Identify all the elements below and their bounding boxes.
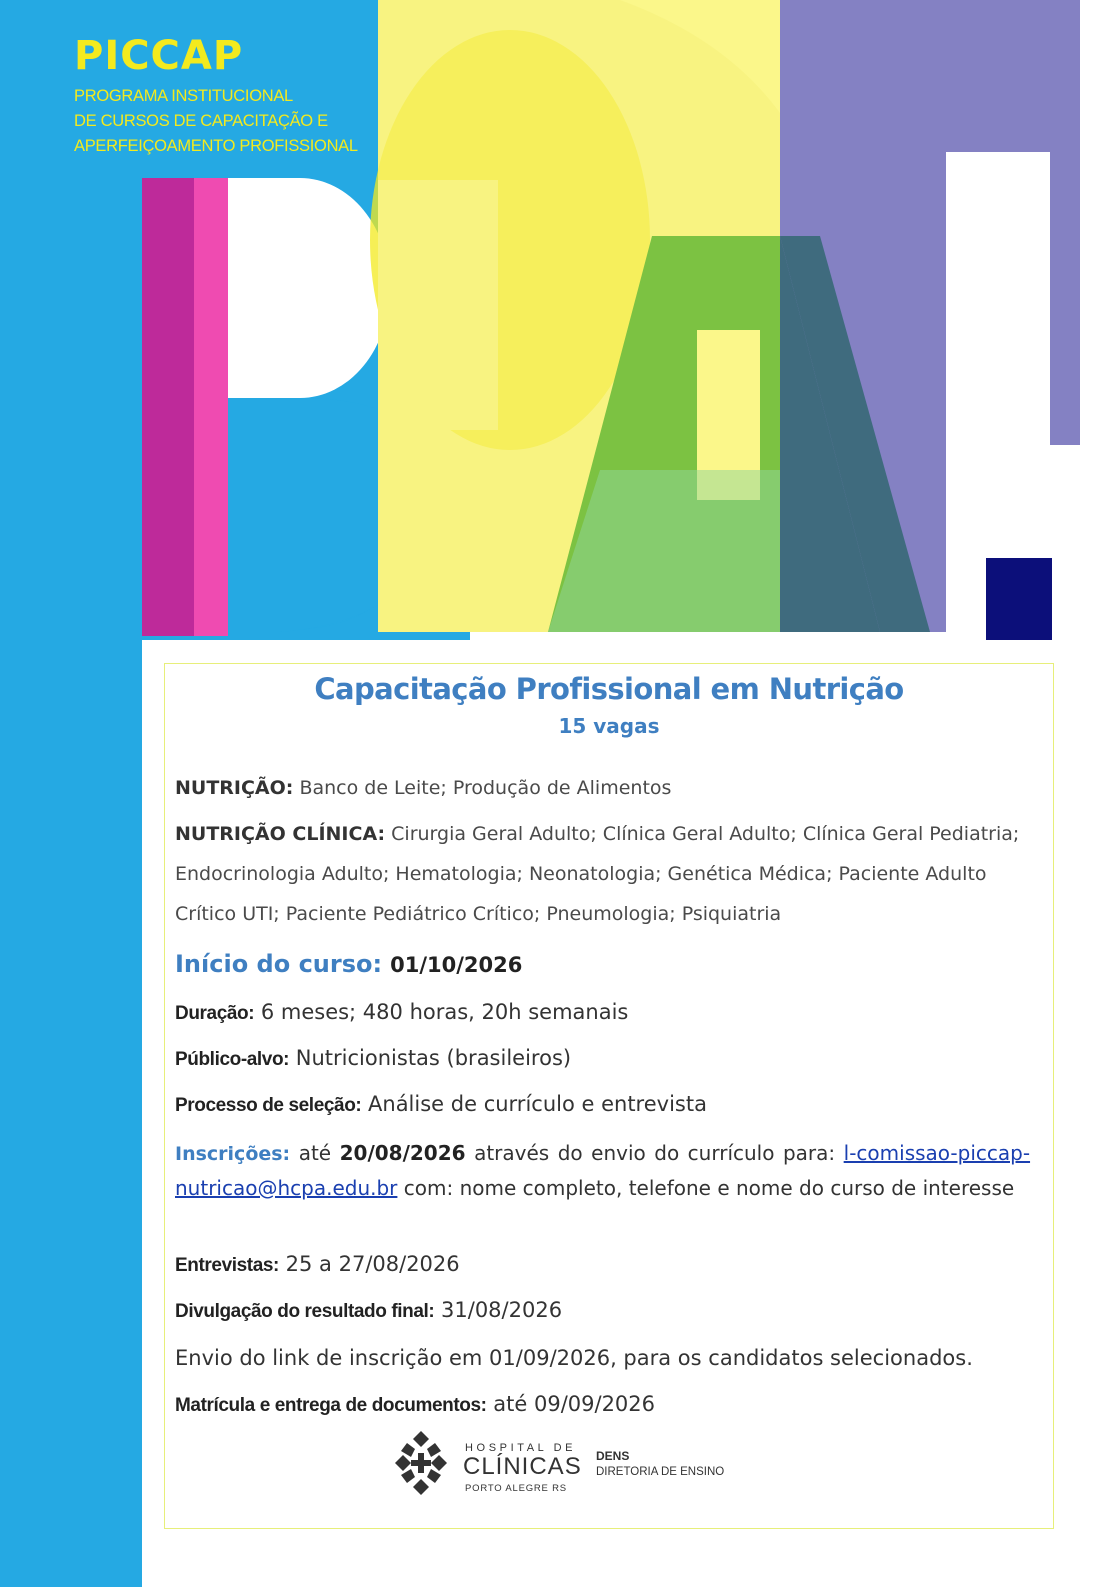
course-info-card <box>164 663 1054 1529</box>
clinica-areas <box>175 814 1030 934</box>
selection-label: Processo de seleção: <box>175 1095 362 1116</box>
result-value: 31/08/2026 <box>441 1298 563 1322</box>
registration <box>175 1136 1030 1205</box>
registration-label: Inscrições: <box>175 1143 291 1165</box>
hospital-line-1: HOSPITAL DE <box>465 1442 577 1454</box>
hospital-line-2: CLÍNICAS <box>463 1453 582 1480</box>
enrollment-value: até 09/09/2026 <box>493 1392 656 1416</box>
brand-block <box>74 34 358 159</box>
link-note: Envio do link de inscrição em 01/09/2026, para os candidatos selecionados. <box>175 1346 973 1370</box>
duration <box>175 1000 1030 1025</box>
nutricao-label: NUTRIÇÃO: <box>175 777 294 799</box>
start-date <box>175 950 1030 978</box>
duration-label: Duração: <box>175 1003 255 1024</box>
selection-value: Análise de currículo e entrevista <box>368 1092 707 1116</box>
vacancies: 15 vagas <box>558 714 660 738</box>
dens-short: DENS <box>596 1449 630 1463</box>
registration-date: 20/08/2026 <box>339 1141 466 1165</box>
enrollment-label: Matrícula e entrega de documentos: <box>175 1395 487 1416</box>
interviews-value: 25 a 27/08/2026 <box>285 1252 460 1276</box>
brand-subtitle <box>74 84 358 159</box>
audience-value: Nutricionistas (brasileiros) <box>295 1046 572 1070</box>
comma-shape <box>980 558 1052 640</box>
audience-label: Público-alvo: <box>175 1049 290 1070</box>
result-date <box>175 1298 1030 1323</box>
brand-title: PICCAP <box>74 33 244 79</box>
duration-value: 6 meses; 480 horas, 20h semanais <box>260 1000 629 1024</box>
selection <box>175 1092 1030 1117</box>
start-value: 01/10/2026 <box>390 953 523 977</box>
magenta-bar <box>142 178 194 636</box>
brand-line-2: DE CURSOS DE CAPACITAÇÃO E <box>74 112 328 130</box>
interviews-label: Entrevistas: <box>175 1255 279 1276</box>
brand-line-1: PROGRAMA INSTITUCIONAL <box>74 87 293 105</box>
left-color-bar <box>0 630 142 1587</box>
registration-email-link[interactable]: l-comissao-piccap-nutricao@hcpa.edu.br <box>175 1141 1031 1200</box>
result-label: Divulgação do resultado final: <box>175 1301 435 1322</box>
course-title: Capacitação Profissional em Nutrição <box>314 672 904 706</box>
brand-line-3: APERFEIÇOAMENTO PROFISSIONAL <box>74 137 358 155</box>
clinica-text: Cirurgia Geral Adulto; Clínica Geral Adulto; Clínica Geral Pediatria; Endocrinologia Adulto; Hematologia; Neonatologia; Genética Médica; Paciente Adulto Crítico UTI; Paciente Pediátrico Crítico; Pneumologia; Psiquiatria <box>175 823 1020 925</box>
nutricao-text: Banco de Leite; Produção de Alimentos <box>299 777 672 799</box>
audience <box>175 1046 1030 1071</box>
hospital-logo-icon <box>389 1429 453 1497</box>
clinica-label: NUTRIÇÃO CLÍNICA: <box>175 823 386 845</box>
enrollment <box>175 1392 1030 1417</box>
footer-logos <box>389 1429 729 1499</box>
dens-full: DIRETORIA DE ENSINO <box>596 1466 725 1478</box>
registration-mid: através do envio do currículo para: <box>474 1141 836 1165</box>
hospital-line-3: PORTO ALEGRE RS <box>465 1483 567 1494</box>
start-label: Início do curso: <box>175 950 383 978</box>
nutricao-areas <box>175 768 1030 808</box>
interviews <box>175 1252 1030 1277</box>
registration-pre: até <box>298 1141 332 1165</box>
registration-post: com: nome completo, telefone e nome do curso de interesse <box>403 1176 1015 1200</box>
